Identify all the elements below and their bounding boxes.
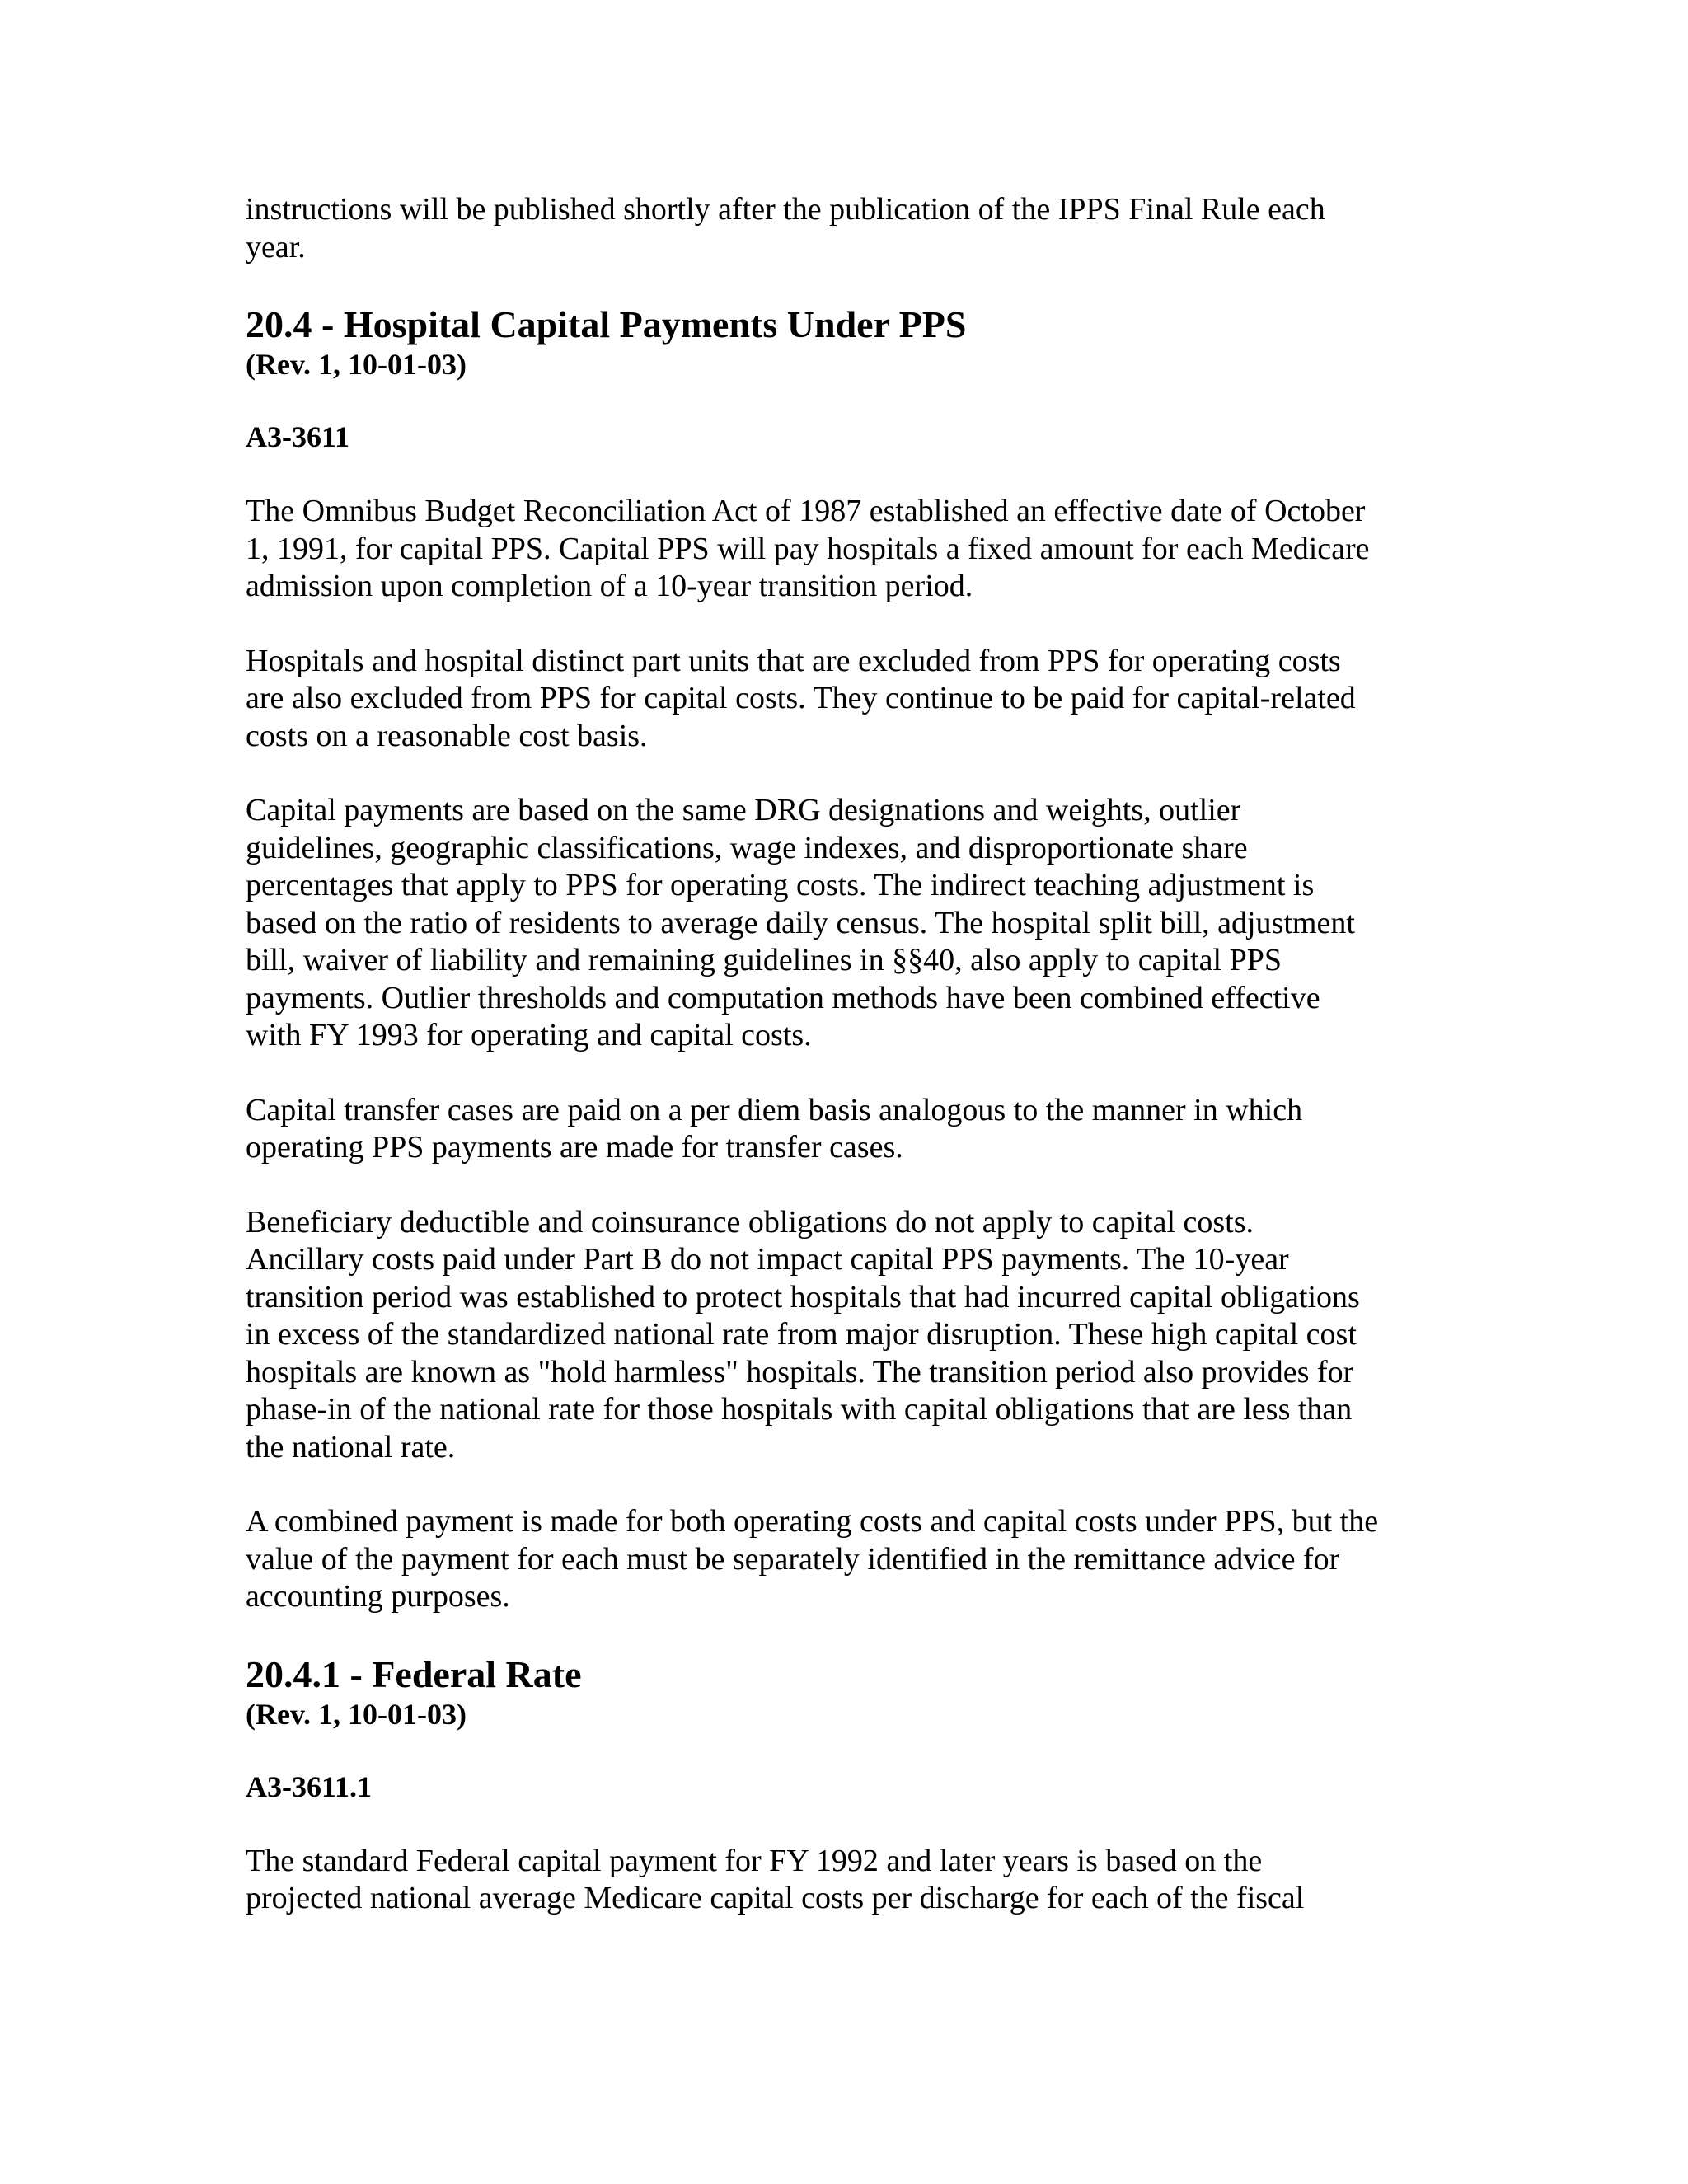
text-line: projected national average Medicare capital costs per discharge for each of the fiscal bbox=[246, 1881, 1305, 1915]
manual-reference: A3-3611.1 bbox=[246, 1769, 372, 1803]
text-line: value of the payment for each must be separately identified in the remittance advice for bbox=[246, 1541, 1340, 1577]
body-paragraph bbox=[246, 1503, 1449, 1616]
document-page bbox=[246, 191, 1449, 1955]
text-line: with FY 1993 for operating and capital costs. bbox=[246, 1018, 812, 1052]
text-line: are also excluded from PPS for capital costs. They continue to be paid for capital-related bbox=[246, 681, 1356, 715]
text-line: A combined payment is made for both operating costs and capital costs under PPS, but the bbox=[246, 1504, 1379, 1539]
text-line: accounting purposes. bbox=[246, 1579, 510, 1614]
text-line: transition period was established to protect hospitals that had incurred capital obligations bbox=[246, 1279, 1360, 1315]
revision-note: (Rev. 1, 10-01-03) bbox=[246, 1697, 467, 1731]
text-line: The standard Federal capital payment for FY 1992 and later years is based on the bbox=[246, 1843, 1263, 1878]
revision-note: (Rev. 1, 10-01-03) bbox=[246, 348, 467, 381]
text-line: costs on a reasonable cost basis. bbox=[246, 718, 648, 753]
body-paragraph bbox=[246, 1204, 1449, 1467]
body-paragraph bbox=[246, 1843, 1449, 1918]
text-line: Ancillary costs paid under Part B do not impact capital PPS payments. The 10-year bbox=[246, 1242, 1289, 1277]
text-line: phase-in of the national rate for those hospitals with capital obligations that are less than bbox=[246, 1392, 1353, 1427]
text-line: admission upon completion of a 10-year transition period. bbox=[246, 569, 973, 603]
section-heading-20-4-1: 20.4.1 - Federal Rate bbox=[246, 1652, 582, 1695]
text-line: Capital transfer cases are paid on a per diem basis analogous to the manner in which bbox=[246, 1092, 1303, 1127]
section-heading-20-4: 20.4 - Hospital Capital Payments Under PPS bbox=[246, 303, 967, 345]
text-line: percentages that apply to PPS for operating costs. The indirect teaching adjustment is bbox=[246, 868, 1315, 902]
text-line: year. bbox=[246, 229, 306, 265]
text-line: Capital payments are based on the same DRG designations and weights, outlier bbox=[246, 793, 1241, 827]
text-line: based on the ratio of residents to average daily census. The hospital split bill, adjustment bbox=[246, 905, 1355, 940]
body-paragraph bbox=[246, 493, 1449, 606]
body-paragraph bbox=[246, 1092, 1449, 1167]
manual-reference: A3-3611 bbox=[246, 420, 349, 453]
text-line: The Omnibus Budget Reconciliation Act of 1987 established an effective date of October bbox=[246, 494, 1366, 528]
text-line: Beneficiary deductible and coinsurance obligations do not apply to capital costs. bbox=[246, 1204, 1254, 1240]
text-line: instructions will be published shortly after the publication of the IPPS Final Rule each bbox=[246, 192, 1325, 227]
text-line: bill, waiver of liability and remaining guidelines in §§40, also apply to capital PPS bbox=[246, 943, 1282, 977]
text-line: guidelines, geographic classifications, wage indexes, and disproportionate share bbox=[246, 830, 1248, 865]
body-paragraph bbox=[246, 792, 1449, 1055]
body-paragraph bbox=[246, 643, 1449, 756]
text-line: the national rate. bbox=[246, 1429, 456, 1465]
intro-paragraph bbox=[246, 191, 1449, 266]
text-line: operating PPS payments are made for transfer cases. bbox=[246, 1130, 903, 1165]
text-line: hospitals are known as "hold harmless" hospitals. The transition period also provides for bbox=[246, 1354, 1354, 1390]
text-line: 1, 1991, for capital PPS. Capital PPS will pay hospitals a fixed amount for each Medicare bbox=[246, 531, 1370, 566]
text-line: in excess of the standardized national rate from major disruption. These high capital cost bbox=[246, 1317, 1357, 1352]
text-line: Hospitals and hospital distinct part units that are excluded from PPS for operating costs bbox=[246, 643, 1341, 678]
text-line: payments. Outlier thresholds and computation methods have been combined effective bbox=[246, 980, 1320, 1015]
